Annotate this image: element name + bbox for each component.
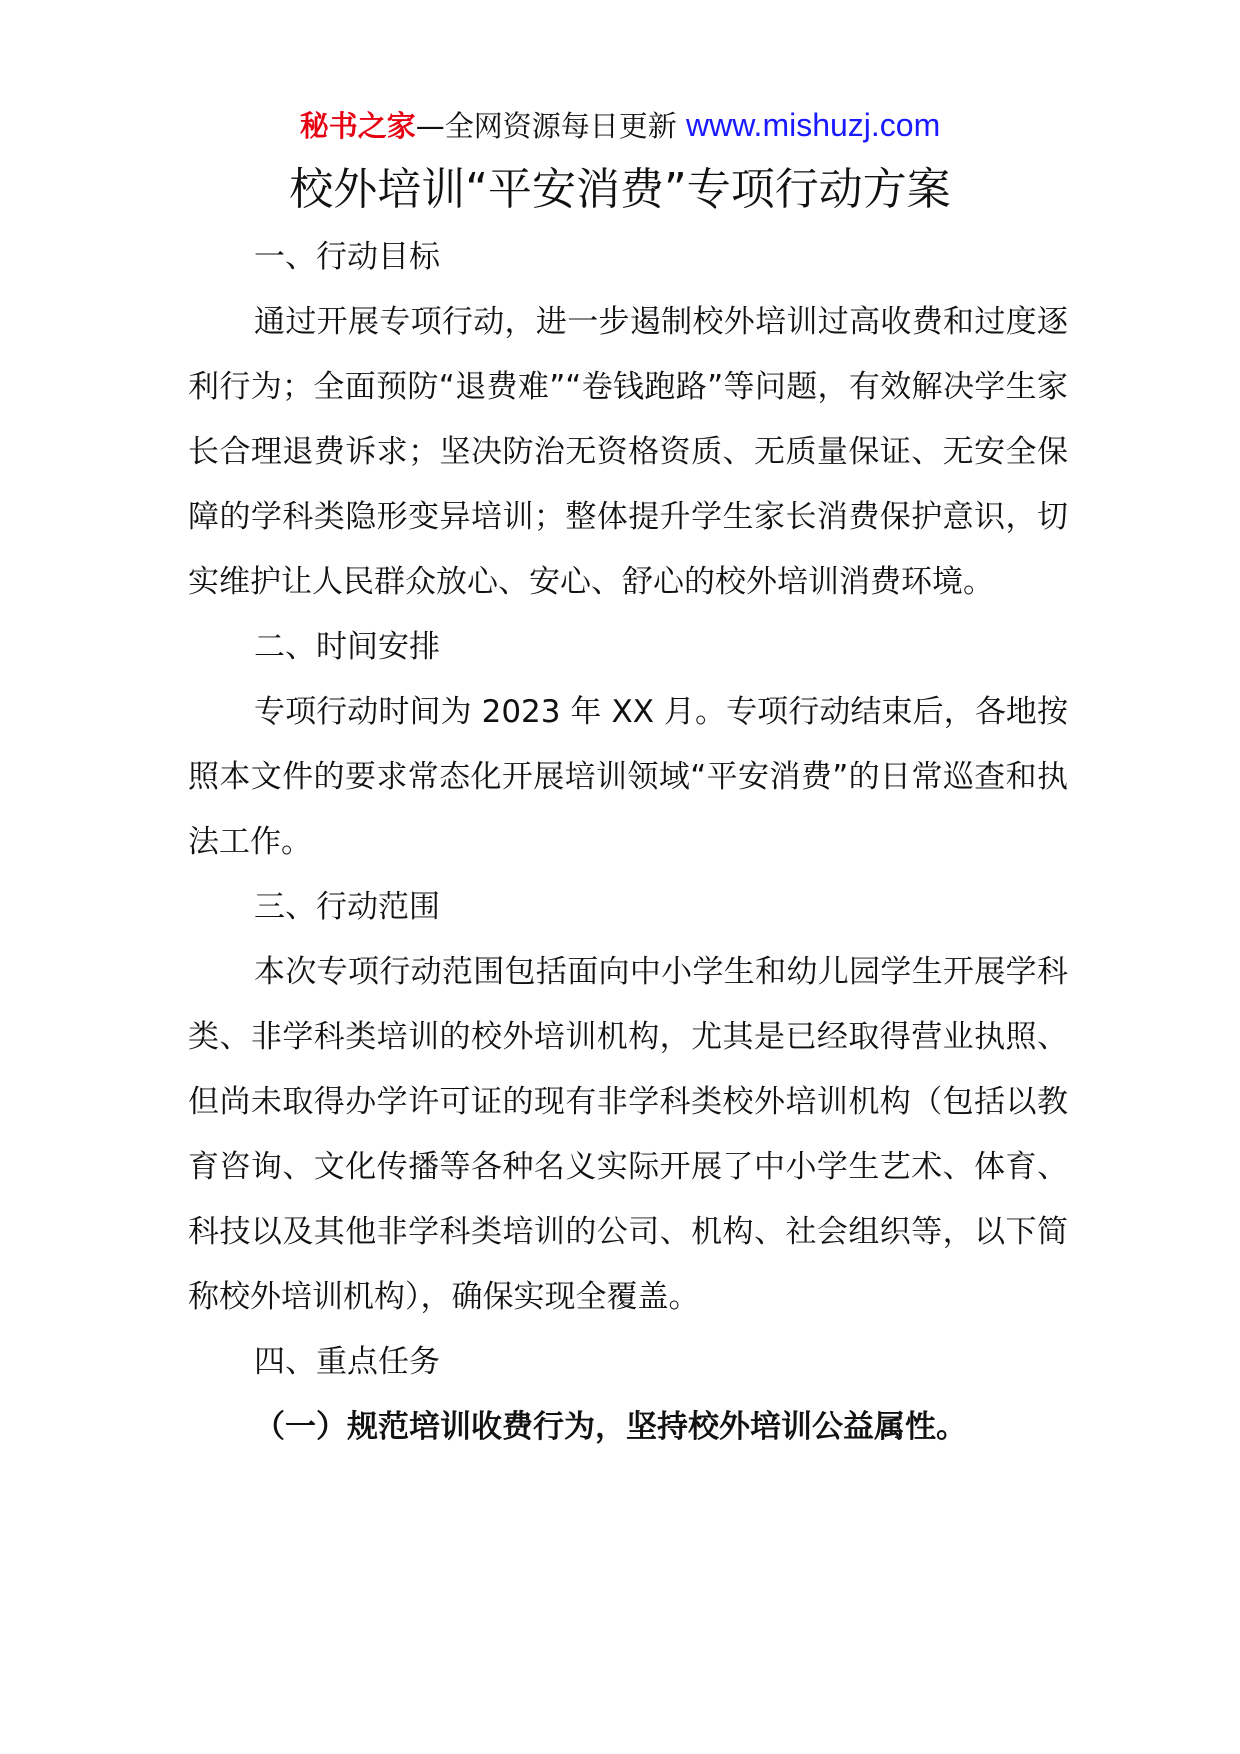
section-paragraph-goals: 通过开展专项行动，进一步遏制校外培训过高收费和过度逐利行为；全面预防“退费难”“卷钱跑路”等问题，有效解决学生家长合理退费诉求；坚决防治无资格资质、无质量保证、无安全保障的学科类隐形变异培训；整体提升学生家长消费保护意识，切实维护让人民群众放心、安心、舒心的校外培训消费环境。	[188, 304, 1068, 600]
banner-slogan: —全网资源每日更新	[415, 109, 677, 143]
section-heading-tasks: 四、重点任务	[254, 1344, 440, 1380]
document-title: 校外培训“平安消费”专项行动方案	[289, 164, 951, 215]
site-banner	[0, 100, 1240, 151]
section-heading-goals: 一、行动目标	[254, 239, 440, 275]
section-paragraph-schedule: 专项行动时间为 2023 年 XX 月。专项行动结束后，各地按照本文件的要求常态化开展培训领域“平安消费”的日常巡查和执法工作。	[188, 694, 1068, 860]
section-heading-scope: 三、行动范围	[254, 889, 440, 925]
section-heading-schedule: 二、时间安排	[254, 629, 440, 665]
site-url-link[interactable]: www.mishuzj.com	[685, 107, 941, 143]
document-body	[188, 225, 1068, 1460]
section-paragraph-scope: 本次专项行动范围包括面向中小学生和幼儿园学生开展学科类、非学科类培训的校外培训机构，尤其是已经取得营业执照、但尚未取得办学许可证的现有非学科类校外培训机构（包括以教育咨询、文化传播等各种名义实际开展了中小学生艺术、体育、科技以及其他非学科类培训的公司、机构、社会组织等，以下简称校外培训机构），确保实现全覆盖。	[188, 954, 1068, 1315]
brand-name: 秘书之家	[299, 109, 416, 143]
subsection-heading-fees: （一）规范培训收费行为，坚持校外培训公益属性。	[254, 1409, 967, 1445]
